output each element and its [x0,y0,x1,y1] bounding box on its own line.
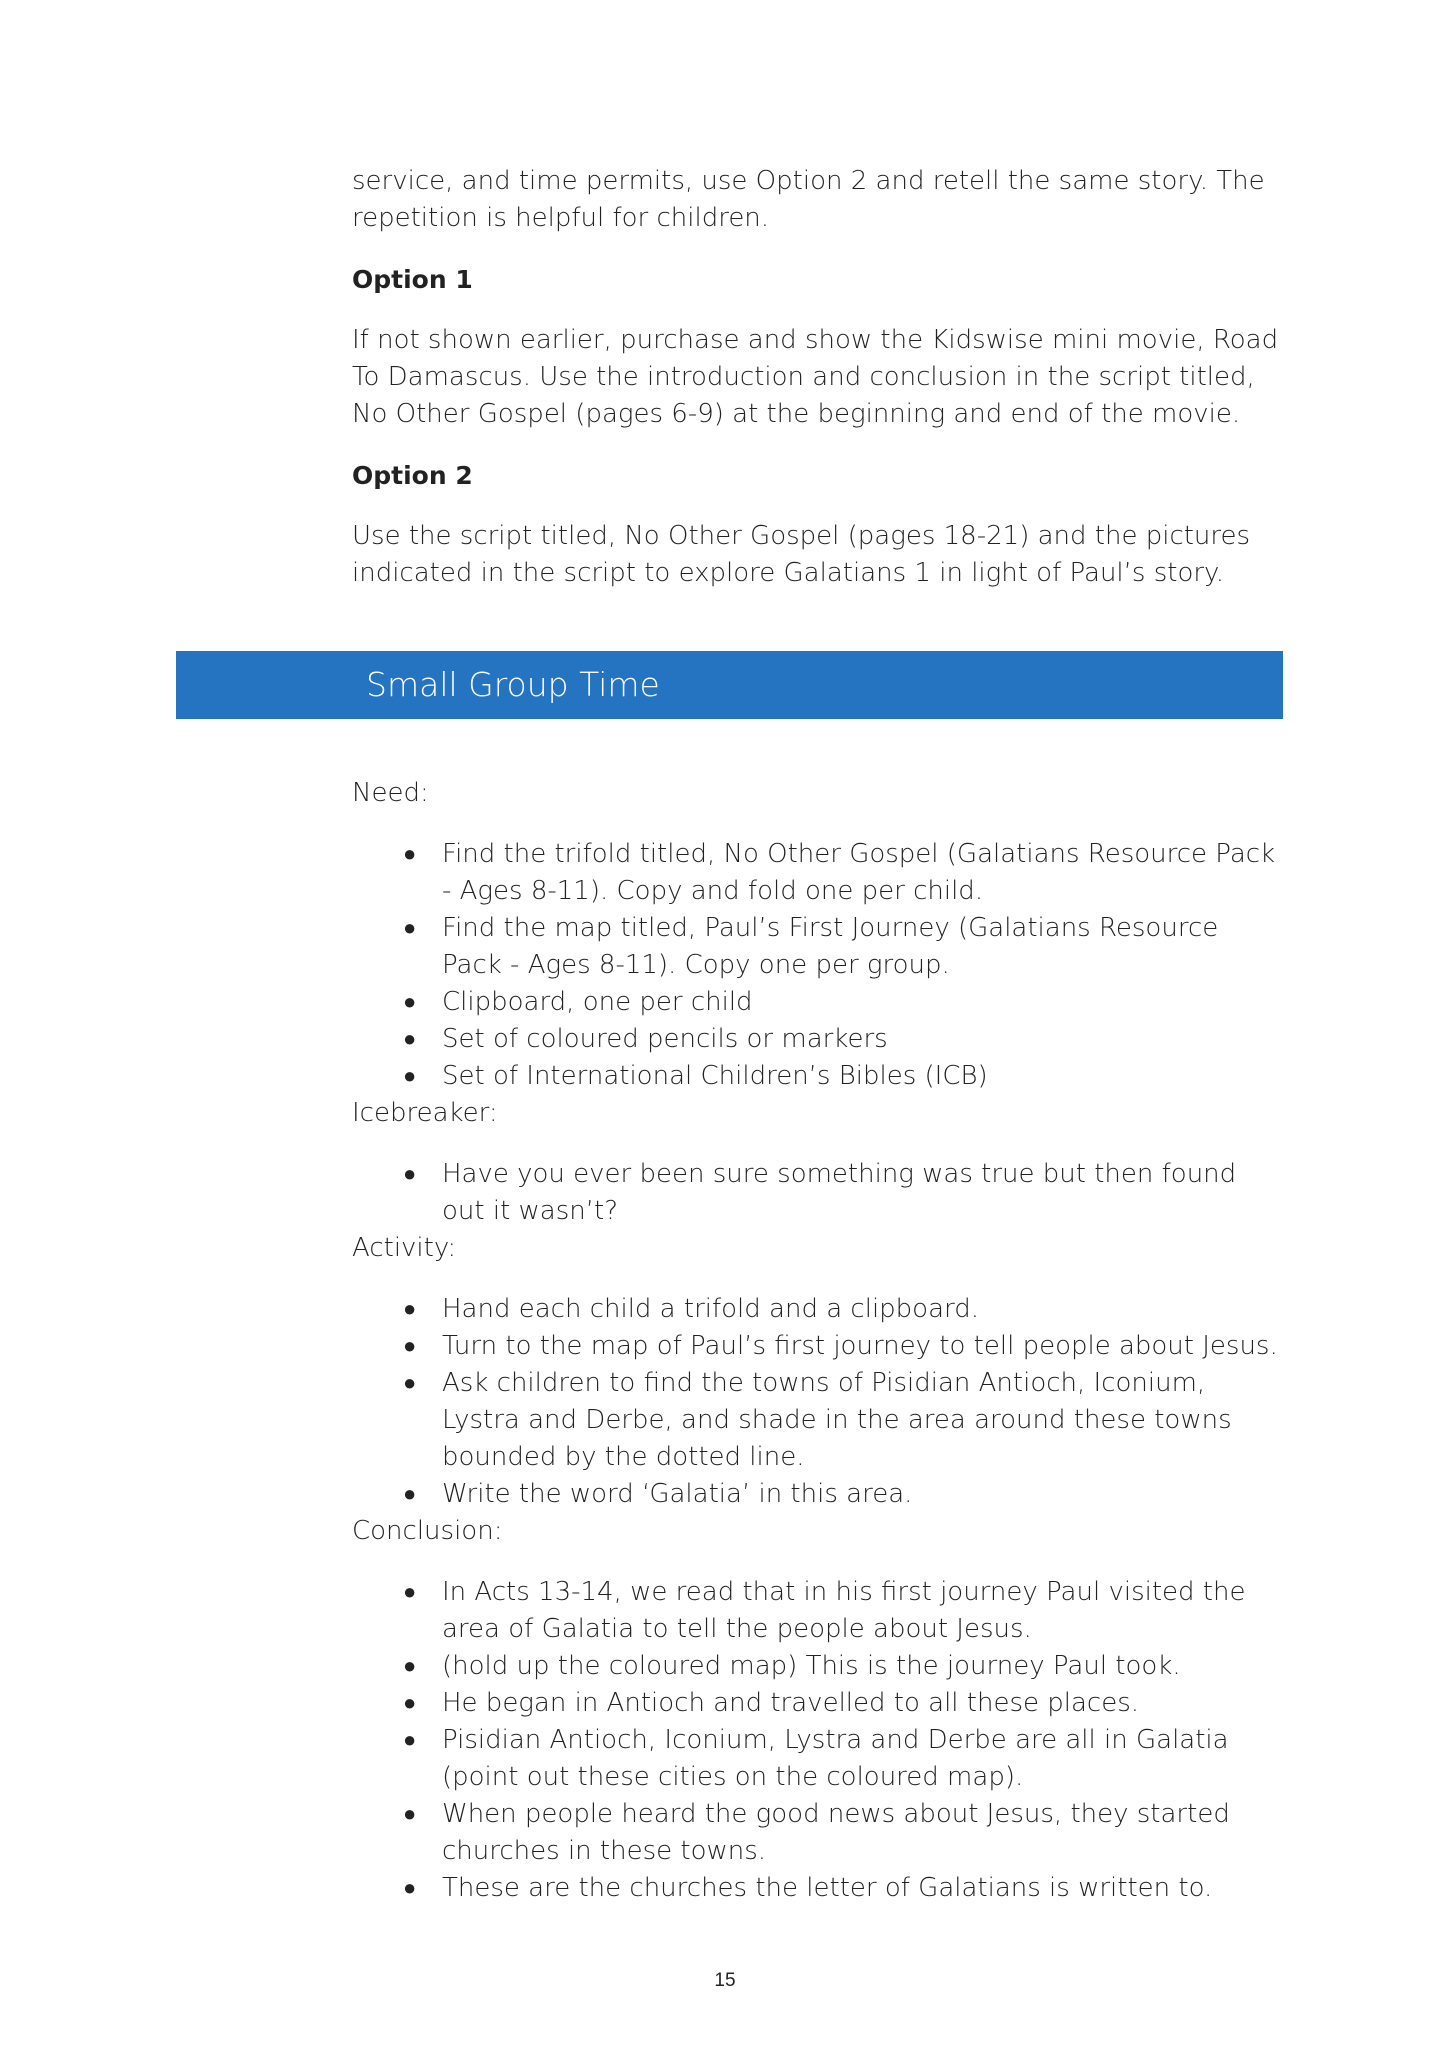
list-item [352,1328,1282,1365]
bullet-icon: ● [403,1334,417,1359]
list-item [352,1156,1282,1230]
list-item-text: Write the word ‘Galatia’ in this area. [442,1479,913,1509]
small-group-section [352,775,1282,1907]
list-item-text: He began in Antioch and travelled to all these places. [442,1688,1140,1718]
list-item [352,1685,1282,1722]
list-item-text: These are the churches the letter of Galatians is written to. [442,1873,1213,1903]
option-1-heading: Option 1 [352,265,473,294]
activity-label: Activity: [352,1233,457,1263]
bullet-icon: ● [403,1371,417,1396]
icebreaker-label: Icebreaker: [352,1098,498,1128]
list-item [352,1870,1282,1907]
list-item-text: Pisidian Antioch, Iconium, Lystra and Derbe are all in Galatia (point out these cities on the coloured map). [442,1725,1229,1792]
bullet-icon: ● [403,1027,417,1052]
list-item [352,1021,1282,1058]
option-2-text: Use the script titled, No Other Gospel (pages 18-21) and the pictures indicated in the script to explore Galatians 1 in light of Paul’s story. [352,521,1251,588]
bullet-icon: ● [403,1654,417,1679]
need-list [352,836,1282,1095]
activity-list [352,1291,1282,1513]
bullet-icon: ● [403,1728,417,1753]
bullet-icon: ● [403,842,417,867]
conclusion-label: Conclusion: [352,1516,503,1546]
intro-section [352,163,1282,592]
section-banner [176,651,1283,719]
list-item-text: Turn to the map of Paul’s first journey to tell people about Jesus. [442,1331,1278,1361]
list-item [352,984,1282,1021]
list-item-text: Hand each child a trifold and a clipboard. [442,1294,980,1324]
list-item-text: When people heard the good news about Jesus, they started churches in these towns. [442,1799,1230,1866]
list-item-text: In Acts 13-14, we read that in his first journey Paul visited the area of Galatia to tell the people about Jesus. [442,1577,1246,1644]
list-item [352,1058,1282,1095]
bullet-icon: ● [403,1162,417,1187]
list-item-text: Ask children to find the towns of Pisidian Antioch, Iconium, Lystra and Derbe, and shade in the area around these towns bounded by the dotted line. [442,1368,1232,1472]
bullet-icon: ● [403,916,417,941]
list-item-text: Set of International Children’s Bibles (ICB) [442,1061,988,1091]
list-item-text: Find the map titled, Paul’s First Journey (Galatians Resource Pack - Ages 8-11). Copy one per group. [442,913,1219,980]
list-item [352,836,1282,910]
list-item [352,1365,1282,1476]
list-item [352,1574,1282,1648]
bullet-icon: ● [403,1580,417,1605]
list-item-text: Clipboard, one per child [442,987,753,1017]
page-number: 15 [714,1970,736,1991]
list-item-text: (hold up the coloured map) This is the journey Paul took. [442,1651,1181,1681]
list-item [352,1291,1282,1328]
list-item [352,1722,1282,1796]
list-item-text: Set of coloured pencils or markers [442,1024,888,1054]
banner-title: Small Group Time [366,665,660,704]
intro-paragraph: service, and time permits, use Option 2 and retell the same story. The repetition is helpful for children. [352,166,1265,233]
list-item-text: Find the trifold titled, No Other Gospel (Galatians Resource Pack - Ages 8-11). Copy and fold one per child. [442,839,1276,906]
option-2-heading: Option 2 [352,461,473,490]
conclusion-list [352,1574,1282,1907]
bullet-icon: ● [403,1802,417,1827]
list-item [352,910,1282,984]
need-label: Need: [352,778,429,808]
option-1-text: If not shown earlier, purchase and show the Kidswise mini movie, Road To Damascus. Use the introduction and conclusion in the script titled, No Other Gospel (pages 6-9) at the beginning and end of the movie. [352,325,1279,429]
list-item-text: Have you ever been sure something was true but then found out it wasn’t? [442,1159,1237,1226]
bullet-icon: ● [403,1691,417,1716]
bullet-icon: ● [403,1297,417,1322]
list-item [352,1476,1282,1513]
icebreaker-list [352,1156,1282,1230]
bullet-icon: ● [403,1876,417,1901]
bullet-icon: ● [403,1482,417,1507]
list-item [352,1648,1282,1685]
bullet-icon: ● [403,1064,417,1089]
bullet-icon: ● [403,990,417,1015]
list-item [352,1796,1282,1870]
